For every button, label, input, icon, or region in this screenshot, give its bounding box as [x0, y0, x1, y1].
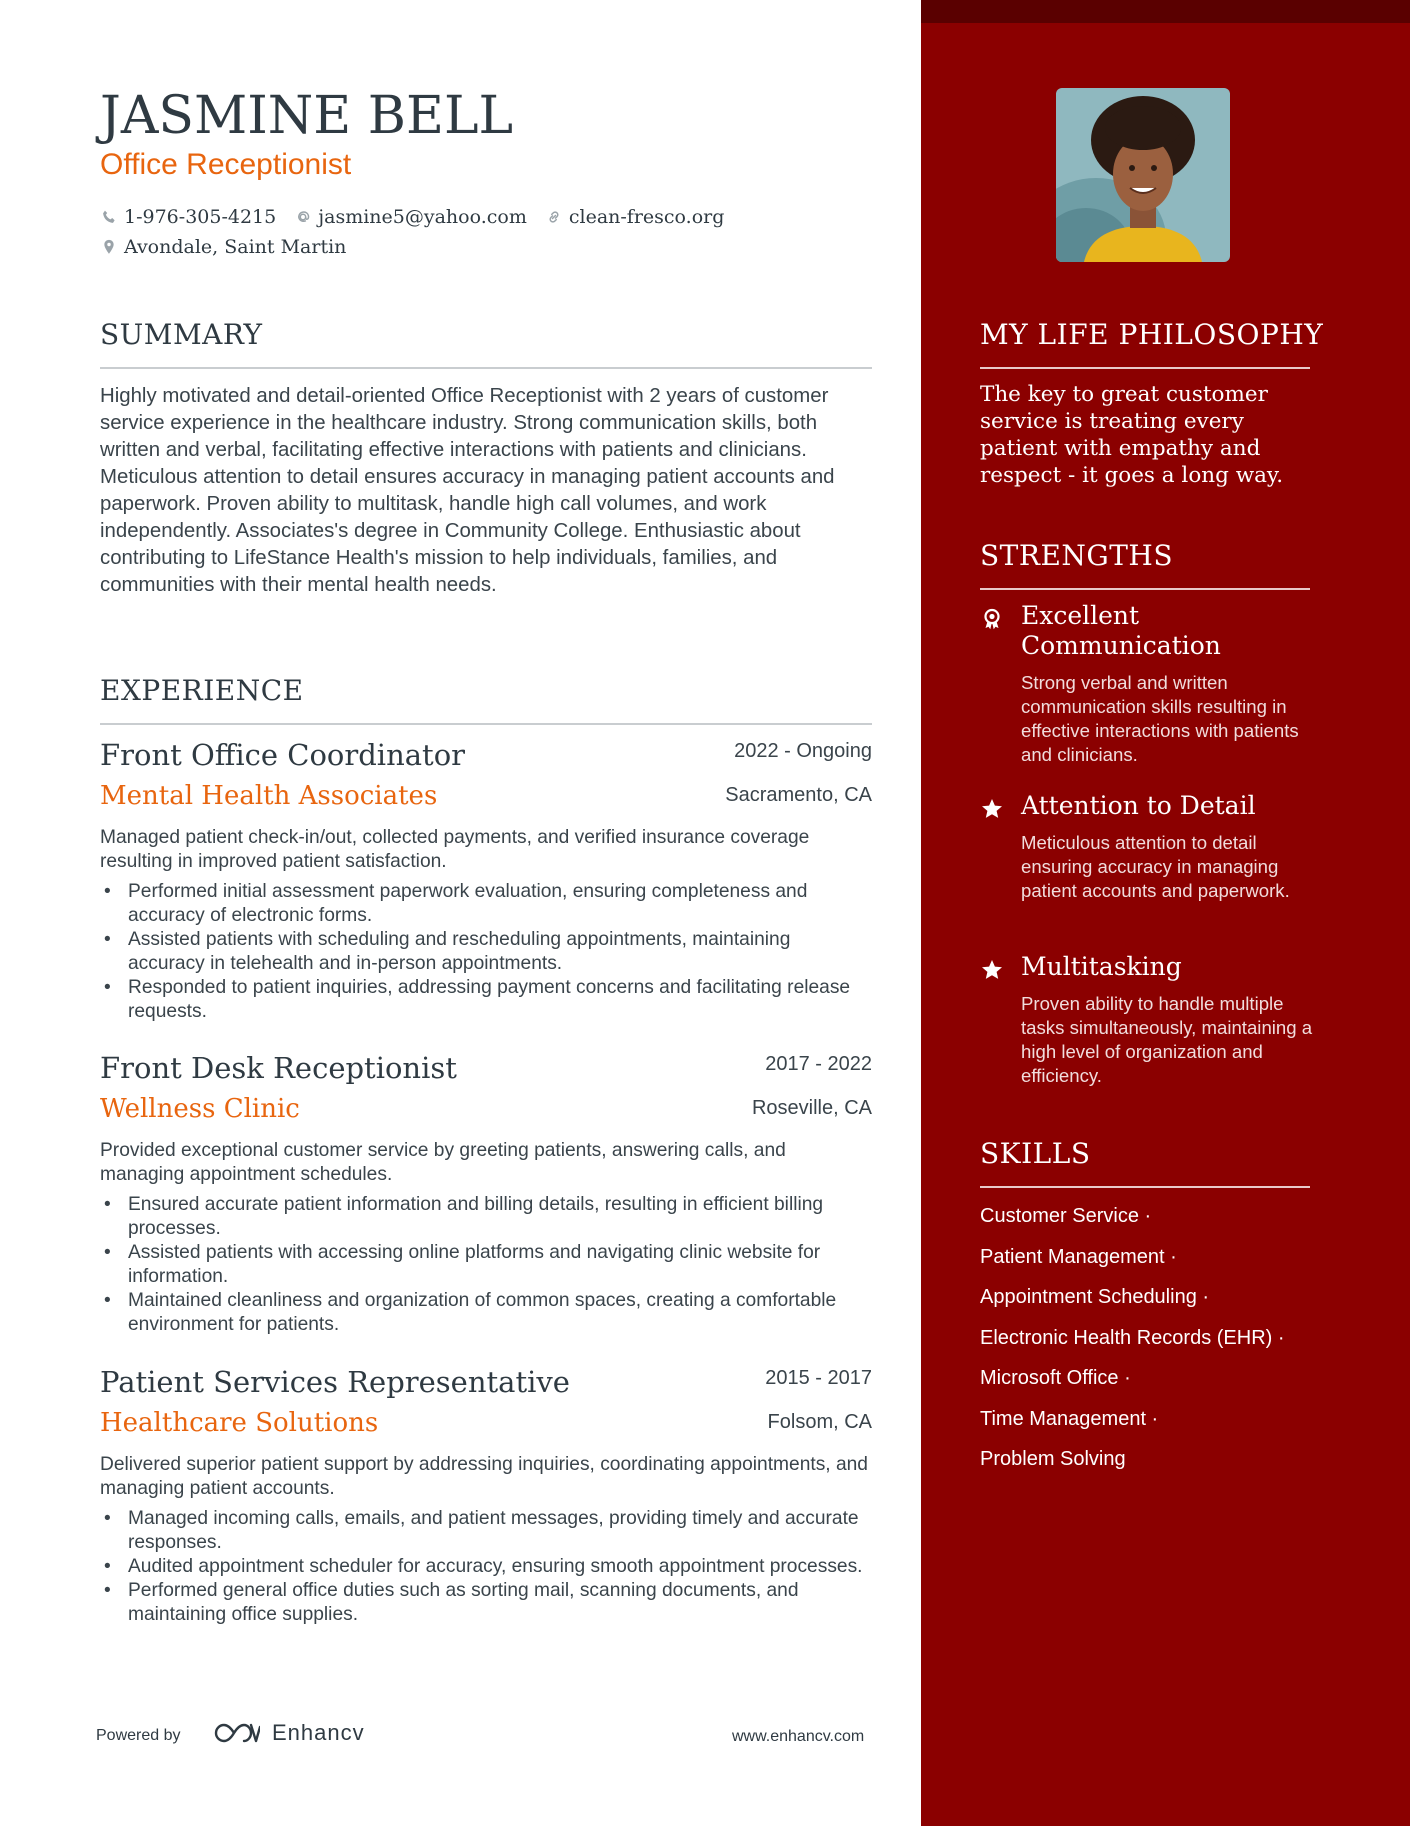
strength-description: Strong verbal and written communication skills resulting in effective interactions with patients and clinicians. [1021, 672, 1299, 765]
skill-item: Time Management · [980, 1407, 1159, 1430]
bullet-text: Responded to patient inquiries, addressing payment concerns and facilitating release requests. [128, 977, 851, 1022]
strength-description: Proven ability to handle multiple tasks simultaneously, maintaining a high level of organization and efficiency. [1021, 993, 1313, 1086]
star-icon [980, 958, 1004, 982]
bullet-text: Performed general office duties such as sorting mail, scanning documents, and maintaining office supplies. [128, 1580, 799, 1625]
at-icon [294, 208, 312, 226]
contact-phone[interactable] [100, 206, 276, 228]
job-bullets [100, 1193, 872, 1337]
skill-item: Problem Solving [980, 1448, 1126, 1470]
philosophy-heading: MY LIFE PHILOSOPHY [980, 318, 1324, 351]
job-company: Healthcare Solutions [100, 1408, 379, 1438]
footer-website[interactable]: www.enhancv.com [732, 1728, 865, 1745]
job-location: Sacramento, CA [725, 784, 872, 806]
email-text: jasmine5@yahoo.com [318, 206, 527, 228]
phone-text: 1-976-305-4215 [124, 206, 277, 228]
job-date: 2017 - 2022 [765, 1053, 872, 1075]
philosophy-divider [980, 367, 1310, 369]
skill-item: Microsoft Office · [980, 1367, 1131, 1389]
list-item: • Audited appointment scheduler for accuracy, ensuring smooth appointment processes. [104, 1556, 863, 1577]
job-description: Managed patient check-in/out, collected payments, and verified insurance coverage resulting in improved patient satisfaction. [100, 827, 810, 872]
job-description: Provided exceptional customer service by greeting patients, answering calls, and managing appointment schedules. [100, 1140, 786, 1185]
list-item: • Performed initial assessment paperwork evaluation, ensuring completeness and accuracy of electronic forms. [104, 881, 808, 926]
list-item: • Ensured accurate patient information and billing details, resulting in efficient billing processes. [104, 1194, 824, 1239]
bullet-text: Maintained cleanliness and organization of common spaces, creating a comfortable environment for patients. [128, 1290, 837, 1335]
strength-description: Meticulous attention to detail ensuring accuracy in managing patient accounts and paperwork. [1021, 832, 1290, 901]
bullet-text: Managed incoming calls, emails, and patient messages, providing timely and accurate responses. [128, 1508, 859, 1553]
powered-by-label: Powered by [96, 1727, 181, 1744]
strength-title: Multitasking [1021, 952, 1182, 981]
skill-item: Patient Management · [980, 1245, 1177, 1268]
avatar [1056, 88, 1230, 262]
candidate-role: Office Receptionist [100, 148, 352, 181]
bullet-text: Assisted patients with accessing online platforms and navigating clinic website for information. [128, 1242, 821, 1287]
website-text: clean-fresco.org [568, 206, 725, 228]
enhancv-brand-text: Enhancv [272, 1720, 365, 1745]
job-date: 2022 - Ongoing [734, 740, 872, 762]
job-bullets [100, 1507, 872, 1627]
list-item: • Maintained cleanliness and organization of common spaces, creating a comfortable environment for patients. [104, 1290, 837, 1335]
skills-heading: SKILLS [980, 1137, 1091, 1170]
strengths-heading: STRENGTHS [980, 539, 1174, 572]
phone-icon [100, 208, 118, 226]
list-item: • Responded to patient inquiries, addressing payment concerns and facilitating release requests. [104, 977, 851, 1022]
award-icon [980, 607, 1004, 631]
skill-item: Appointment Scheduling · [980, 1286, 1210, 1308]
location-pin-icon [100, 238, 118, 256]
enhancv-logo[interactable] [214, 1720, 365, 1746]
list-item: • Assisted patients with accessing online platforms and navigating clinic website for information. [104, 1242, 821, 1287]
bullet-text: Assisted patients with scheduling and rescheduling appointments, maintaining accuracy in telehealth and in-person appointments. [128, 929, 791, 974]
sidebar-top-band [921, 0, 1410, 23]
candidate-name: JASMINE BELL [100, 86, 514, 146]
sidebar [921, 0, 1410, 1826]
job-title: Front Office Coordinator [100, 738, 466, 772]
bullet-text: Ensured accurate patient information and billing details, resulting in efficient billing processes. [128, 1194, 824, 1239]
job-location: Roseville, CA [751, 1097, 872, 1119]
summary-heading: SUMMARY [100, 318, 263, 351]
experience-heading: EXPERIENCE [100, 674, 304, 707]
job-description: Delivered superior patient support by addressing inquiries, coordinating appointments, and managing patient accounts. [100, 1454, 868, 1499]
job-company: Wellness Clinic [100, 1094, 300, 1124]
job-title: Patient Services Representative [100, 1365, 570, 1399]
link-icon [545, 208, 563, 226]
bullet-text: Performed initial assessment paperwork evaluation, ensuring completeness and accuracy of electronic forms. [128, 881, 808, 926]
strength-title: Attention to Detail [1021, 791, 1256, 820]
profile-photo [1056, 88, 1230, 262]
skills-divider [980, 1186, 1310, 1188]
list-item: • Assisted patients with scheduling and rescheduling appointments, maintaining accuracy in telehealth and in-person appointments. [104, 929, 791, 974]
enhancv-logo-icon [214, 1720, 260, 1746]
experience-divider [100, 723, 872, 725]
contact-info [100, 202, 742, 262]
job-bullets [100, 880, 872, 1024]
job-company: Mental Health Associates [100, 781, 438, 811]
job-title: Front Desk Receptionist [100, 1051, 457, 1085]
contact-location [100, 236, 346, 258]
philosophy-text: The key to great customer service is treating every patient with empathy and respect - it goes a long way. [980, 382, 1284, 488]
job-location: Folsom, CA [767, 1411, 872, 1433]
skill-item: Electronic Health Records (EHR) · [980, 1326, 1285, 1349]
summary-divider [100, 367, 872, 369]
bullet-text: Audited appointment scheduler for accuracy, ensuring smooth appointment processes. [128, 1556, 863, 1577]
skill-item: Customer Service · [980, 1205, 1152, 1227]
strength-title: Excellent Communication [1021, 601, 1221, 660]
star-icon [980, 797, 1004, 821]
summary-text: Highly motivated and detail-oriented Office Receptionist with 2 years of customer service experience in the healthcare industry. Strong communication skills, both written and verbal, facilitating effective interactions with patients and clinicians. Meticulous attention to detail ensures accuracy in managing patient accounts and paperwork. Proven ability to multitask, handle high call volumes, and work independently. Associates's degree in Community College. Enthusiastic about contributing to LifeStance Health's mission to help individuals, families, and communities with their mental health needs. [100, 385, 835, 596]
strengths-divider [980, 588, 1310, 590]
location-text: Avondale, Saint Martin [124, 236, 347, 258]
skills-list [980, 1196, 1310, 1480]
job-date: 2015 - 2017 [765, 1367, 872, 1389]
list-item: • Performed general office duties such as sorting mail, scanning documents, and maintaining office supplies. [104, 1580, 799, 1625]
contact-email[interactable] [294, 206, 527, 228]
list-item: • Managed incoming calls, emails, and patient messages, providing timely and accurate responses. [104, 1508, 859, 1553]
contact-website[interactable] [545, 206, 725, 228]
